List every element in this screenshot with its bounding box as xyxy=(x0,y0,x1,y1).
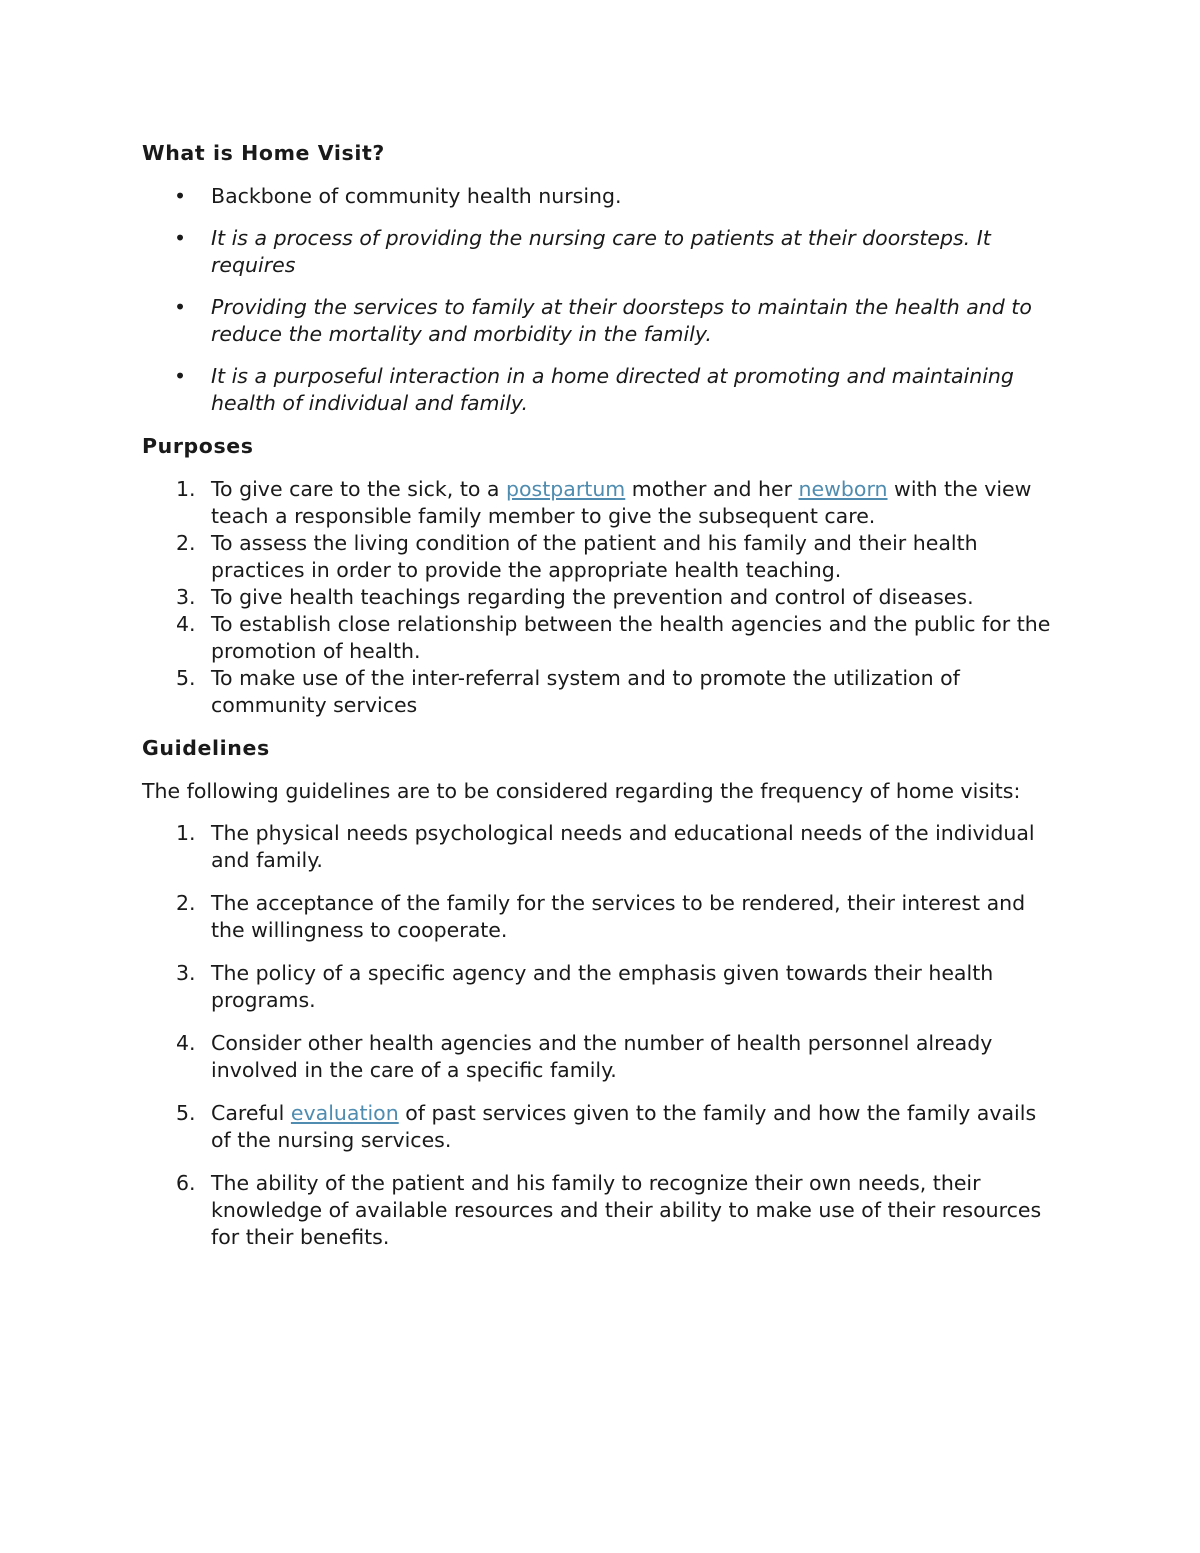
list-item xyxy=(142,476,1062,530)
guidelines-list xyxy=(142,820,1062,1251)
list-item xyxy=(142,225,1062,279)
list-number: 5. xyxy=(176,1101,196,1125)
bullet-icon: • xyxy=(174,295,187,319)
list-item xyxy=(142,960,1062,1014)
list-number: 1. xyxy=(176,477,196,501)
list-number: 6. xyxy=(176,1171,196,1195)
section-heading-guidelines: Guidelines xyxy=(142,736,270,760)
section-heading-home-visit: What is Home Visit? xyxy=(142,141,385,165)
list-text: To give health teachings regarding the prevention and control of diseases. xyxy=(211,585,974,609)
list-item xyxy=(142,584,1062,611)
list-number: 2. xyxy=(176,891,196,915)
bullet-text: Providing the services to family at their doorsteps to maintain the health and to reduce the mortality and morbidity in the family. xyxy=(211,295,1032,346)
list-number: 2. xyxy=(176,531,196,555)
bullet-text: It is a purposeful interaction in a home directed at promoting and maintaining health of individual and family. xyxy=(211,364,1014,415)
list-number: 4. xyxy=(176,1031,196,1055)
newborn-link[interactable]: newborn xyxy=(798,477,888,501)
list-item xyxy=(142,611,1062,665)
guidelines-intro: The following guidelines are to be considered regarding the frequency of home visits: xyxy=(142,779,1021,803)
list-number: 1. xyxy=(176,821,196,845)
list-text: To assess the living condition of the patient and his family and their health practices in order to provide the appropriate health teaching. xyxy=(211,531,978,582)
list-text-part: Careful xyxy=(211,1101,291,1125)
postpartum-link[interactable]: postpartum xyxy=(506,477,626,501)
list-item xyxy=(142,363,1062,417)
list-number: 5. xyxy=(176,666,196,690)
evaluation-link[interactable]: evaluation xyxy=(290,1101,399,1125)
section-heading-purposes: Purposes xyxy=(142,434,254,458)
list-item xyxy=(142,665,1062,719)
bullet-icon: • xyxy=(174,226,187,250)
list-number: 3. xyxy=(176,585,196,609)
list-text: The policy of a specific agency and the emphasis given towards their health programs. xyxy=(211,961,994,1012)
list-number: 3. xyxy=(176,961,196,985)
list-text-part: of past services given to the family and how the family avails of the nursing services. xyxy=(211,1101,1037,1152)
list-item xyxy=(142,183,1062,210)
list-item xyxy=(142,1170,1062,1251)
list-text-part: To give care to the sick, to a xyxy=(211,477,506,501)
document-page xyxy=(142,140,1062,1251)
list-number: 4. xyxy=(176,612,196,636)
bullet-icon: • xyxy=(174,184,187,208)
list-text: To establish close relationship between the health agencies and the public for the promotion of health. xyxy=(211,612,1051,663)
purposes-list xyxy=(142,476,1062,719)
list-text-part: mother and her xyxy=(625,477,799,501)
list-item xyxy=(142,530,1062,584)
list-item xyxy=(142,890,1062,944)
list-text: The acceptance of the family for the services to be rendered, their interest and the willingness to cooperate. xyxy=(211,891,1026,942)
list-item xyxy=(142,1030,1062,1084)
list-item xyxy=(142,1100,1062,1154)
list-text: The ability of the patient and his family to recognize their own needs, their knowledge of available resources and their ability to make use of their resources for their benefits. xyxy=(211,1171,1042,1249)
list-text-part: with the view teach a responsible family member to give the subsequent care. xyxy=(211,477,1032,528)
bullet-icon: • xyxy=(174,364,187,388)
list-text: Consider other health agencies and the number of health personnel already involved in the care of a specific family. xyxy=(211,1031,993,1082)
list-item xyxy=(142,820,1062,874)
list-text: The physical needs psychological needs and educational needs of the individual and family. xyxy=(211,821,1035,872)
bullet-text: Backbone of community health nursing. xyxy=(211,184,622,208)
bullet-text: It is a process of providing the nursing care to patients at their doorsteps. It requires xyxy=(211,226,991,277)
home-visit-bullet-list xyxy=(142,183,1062,417)
list-item xyxy=(142,294,1062,348)
list-text: To make use of the inter-referral system and to promote the utilization of community services xyxy=(211,666,960,717)
